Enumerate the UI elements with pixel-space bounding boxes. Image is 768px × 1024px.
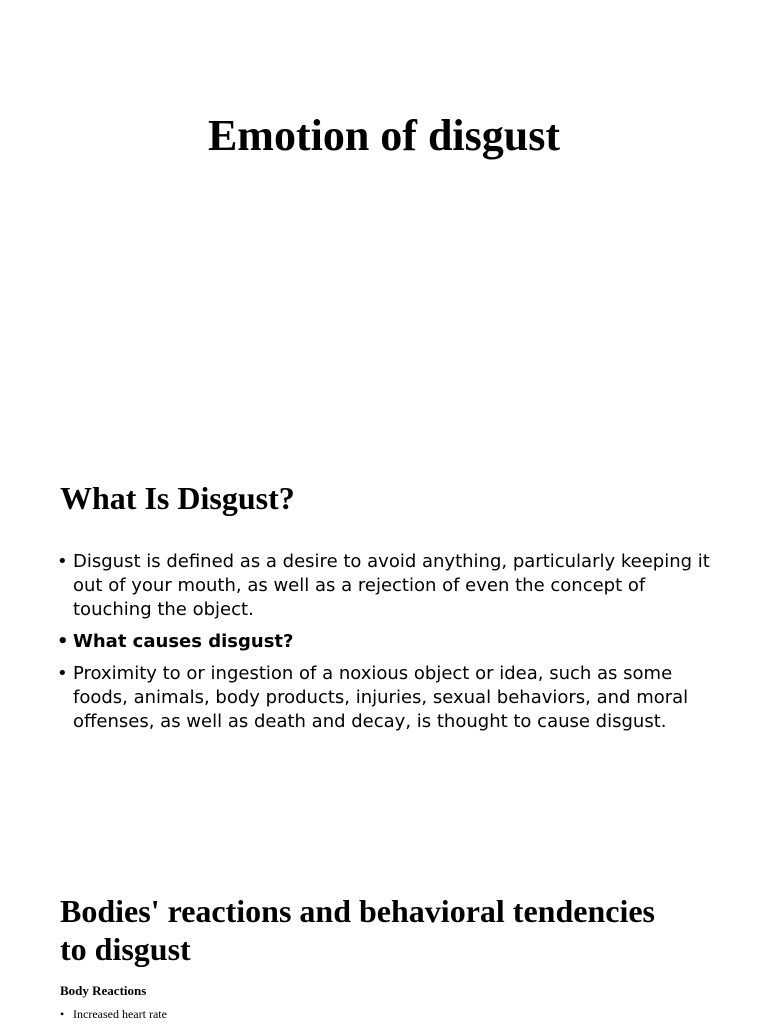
subheading-body-reactions: Body Reactions [60,983,147,998]
what-is-disgust-bullet-list [57,550,717,742]
bullet-causes-answer: • Proximity to or ingestion of a noxious object or idea, such as some foods, animals, body products, injuries, sexual behaviors, and moral offenses, as well as death and decay, is thought to cause disgust. [57,662,717,734]
section-heading-bodies-reactions: Bodies' reactions and behavioral tendencies to disgust [60,893,655,967]
bullet-increased-heart-rate: • Increased heart rate [60,1006,167,1022]
bullet-causes-question: • What causes disgust? [57,630,717,654]
section-heading-what-is-disgust: What Is Disgust? [60,480,295,516]
slide-title: Emotion of disgust [207,111,561,160]
bullet-definition: • Disgust is defined as a desire to avoid anything, particularly keeping it out of your mouth, as well as a rejection of even the concept of touching the object. [57,550,717,622]
body-reactions-bullet-list [60,1006,167,1022]
